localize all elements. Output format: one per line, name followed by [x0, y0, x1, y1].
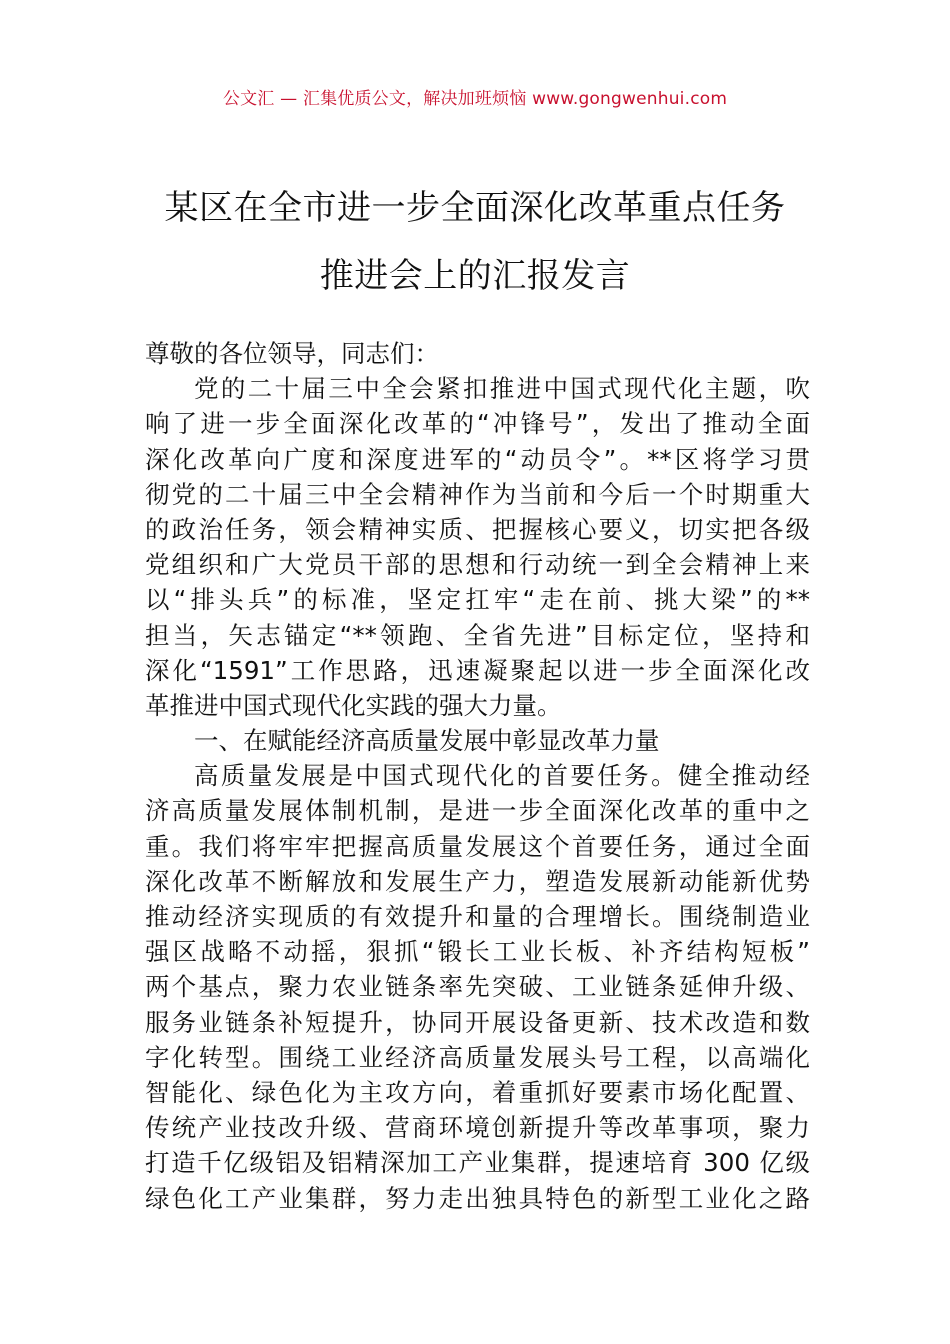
- header-banner: 公文汇 — 汇集优质公文，解决加班烦恼 www.gongwenhui.com: [222, 89, 728, 109]
- section-heading: 一、在赋能经济高质量发展中彰显改革力量: [194, 726, 660, 756]
- body-line: 的政治任务，领会精神实质、把握核心要义，切实把各级: [145, 514, 810, 544]
- body-line: 以“排头兵”的标准，坚定扛牢“走在前、挑大梁”的**: [145, 585, 810, 615]
- body-line: 打造千亿级铝及铝精深加工产业集群，提速培育 300 亿级: [145, 1148, 810, 1178]
- body-line: 重。我们将牢牢把握高质量发展这个首要任务，通过全面: [145, 831, 810, 861]
- body-line: 推动经济实现质的有效提升和量的合理增长。围绕制造业: [145, 902, 810, 931]
- document-title-line-1: 某区在全市进一步全面深化改革重点任务: [164, 188, 786, 228]
- body-line: 党的二十届三中全会紧扣推进中国式现代化主题，吹: [194, 374, 810, 404]
- body-line: 深化“1591”工作思路，迅速凝聚起以进一步全面深化改: [145, 655, 810, 685]
- body-line: 服务业链条补短提升，协同开展设备更新、技术改造和数: [145, 1007, 810, 1037]
- body-line: 深化改革向广度和深度进军的“动员令”。**区将学习贯: [145, 444, 810, 474]
- body-line: 高质量发展是中国式现代化的首要任务。健全推动经: [194, 761, 810, 791]
- body-line: 绿色化工产业集群，努力走出独具特色的新型工业化之路: [145, 1183, 810, 1213]
- body-line: 传统产业技改升级、营商环境创新提升等改革事项，聚力: [145, 1113, 810, 1143]
- document-title-line-2: 推进会上的汇报发言: [319, 256, 631, 296]
- body-line: 担当，矢志锚定“**领跑、全省先进”目标定位，坚持和: [145, 620, 810, 650]
- salutation: 尊敬的各位领导，同志们：: [145, 339, 439, 368]
- body-line: 智能化、绿色化为主攻方向，着重抓好要素市场化配置、: [145, 1077, 810, 1107]
- body-line: 字化转型。围绕工业经济高质量发展头号工程，以高端化: [145, 1042, 810, 1072]
- body-line: 彻党的二十届三中全会精神作为当前和今后一个时期重大: [145, 479, 810, 509]
- body-line: 党组织和广大党员干部的思想和行动统一到全会精神上来: [145, 550, 810, 580]
- body-line: 济高质量发展体制机制，是进一步全面深化改革的重中之: [145, 796, 810, 826]
- body-line: 深化改革不断解放和发展生产力，塑造发展新动能新优势: [145, 866, 810, 896]
- body-line: 两个基点，聚力农业链条率先突破、工业链条延伸升级、: [145, 972, 810, 1002]
- body-line: 革推进中国式现代化实践的强大力量。: [145, 690, 562, 720]
- document-body: [145, 336, 810, 1216]
- body-line: 强区战略不动摇，狠抓“锻长工业长板、补齐结构短板”: [145, 937, 810, 967]
- body-line: 响了进一步全面深化改革的“冲锋号”，发出了推动全面: [145, 409, 810, 439]
